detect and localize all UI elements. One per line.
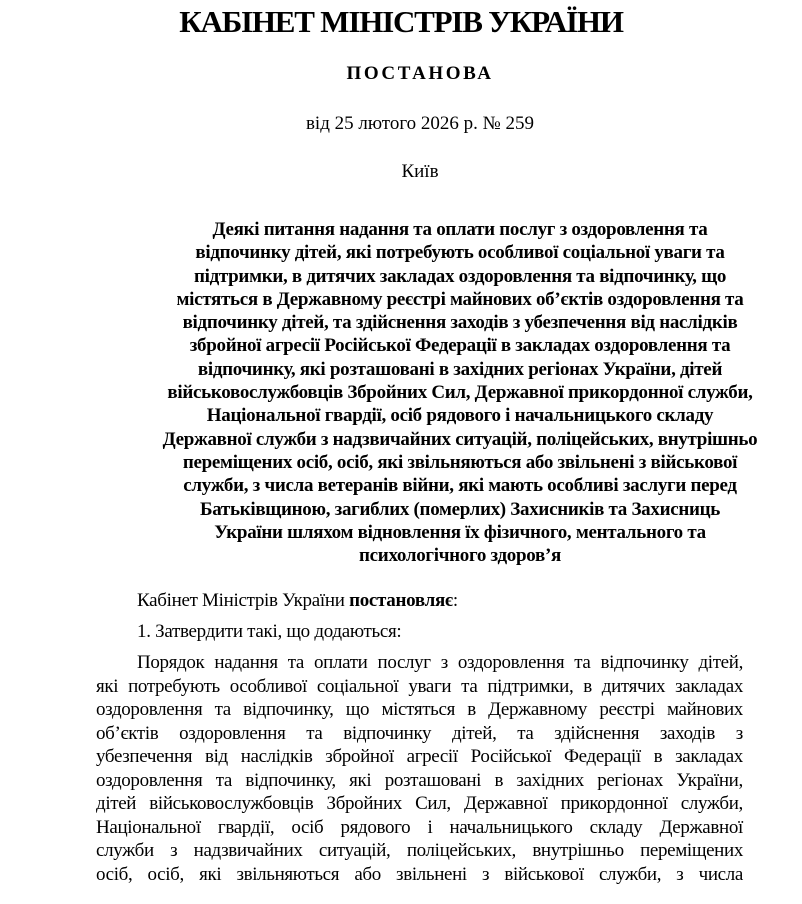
- body-line-words: [96, 839, 743, 863]
- body-line: [96, 722, 743, 746]
- heading-line: переміщених осіб, осіб, які звільняються або звільнені з військової: [182, 451, 738, 473]
- word: які: [349, 769, 372, 791]
- word: служби,: [598, 863, 662, 885]
- word: оздоровлення: [96, 769, 203, 791]
- document-type: ПОСТАНОВА: [346, 63, 494, 84]
- word: оплати: [314, 652, 368, 673]
- body-line: [96, 792, 743, 816]
- heading-line: підтримки, в дитячих закладах оздоровлення та відпочинку, що: [193, 265, 727, 287]
- heading-line: Національної гвардії, осіб рядового і начальницького складу: [206, 405, 714, 427]
- word: реєстрі: [599, 699, 655, 720]
- word: в: [467, 699, 476, 720]
- word: та: [574, 652, 591, 673]
- word: прикордонної: [560, 793, 668, 814]
- word: Сил,: [415, 793, 451, 814]
- body-line: [96, 745, 743, 769]
- word: містяться: [381, 699, 455, 720]
- heading-line: служби, з числа ветеранів війни, які мають особливі заслуги перед: [183, 475, 737, 497]
- word: дітей,: [698, 652, 743, 673]
- word: служби,: [680, 793, 743, 814]
- word: Національної: [96, 816, 201, 838]
- heading-line: психологічного здоров’я: [359, 545, 561, 567]
- heading-line: військовослужбовців Збройних Сил, Державної прикордонної служби,: [167, 382, 753, 404]
- word: і: [427, 816, 433, 838]
- word: закладах: [675, 675, 743, 697]
- word: переміщених: [640, 840, 743, 861]
- body-line-words: [96, 698, 743, 722]
- intro-verb: постановляє: [349, 590, 453, 611]
- word: від: [205, 746, 228, 767]
- word: та: [517, 722, 534, 744]
- word: внутрішньо: [532, 840, 624, 861]
- word: служби: [96, 840, 154, 861]
- word: з: [676, 863, 684, 885]
- body-line: [96, 863, 743, 887]
- organization-title: КАБІНЕТ МІНІСТРІВ УКРАЇНИ: [179, 4, 623, 39]
- word: та: [306, 722, 323, 744]
- word: оздоровлення: [457, 652, 565, 673]
- document-heading: [80, 218, 802, 567]
- word: майнових: [666, 699, 743, 720]
- body-line: [96, 675, 743, 699]
- body-line-words: [137, 651, 743, 675]
- heading-line: збройної агресії Російської Федерації в закладах оздоровлення та: [189, 335, 731, 357]
- body-paragraph: [96, 651, 743, 886]
- word: підтримки,: [487, 675, 574, 697]
- word: з: [170, 840, 178, 861]
- word: осіб,: [147, 863, 184, 885]
- word: відпочинку: [343, 722, 432, 744]
- body-line-words: [96, 769, 743, 793]
- word: та: [461, 675, 478, 697]
- word: розташовані: [384, 769, 482, 791]
- word: закладах: [675, 746, 743, 767]
- word: осіб,: [96, 863, 133, 885]
- word: Державному: [488, 699, 588, 720]
- word: в: [653, 746, 663, 767]
- body-line: [96, 698, 743, 722]
- word: в: [494, 769, 504, 791]
- word: відпочинку,: [243, 699, 334, 720]
- word: соціальної: [316, 675, 399, 697]
- word: об’єктів: [96, 722, 159, 744]
- word: військової: [504, 863, 584, 885]
- heading-line: відпочинку дітей, які потребують особливої соціальної уваги та: [195, 242, 725, 264]
- word: або: [354, 863, 381, 885]
- word: гвардії,: [217, 816, 275, 838]
- word: оздоровлення: [96, 699, 203, 720]
- word: з: [482, 863, 490, 885]
- word: та: [287, 652, 305, 673]
- word: дитячих: [601, 675, 666, 697]
- word: збройної: [325, 746, 394, 767]
- word: надання: [214, 652, 278, 673]
- word: послуг: [377, 652, 431, 673]
- word: та: [215, 769, 232, 791]
- word: наслідків: [240, 746, 313, 767]
- body-line-words: [96, 816, 743, 840]
- word: Порядок: [137, 652, 205, 673]
- word: осіб: [291, 816, 324, 838]
- heading-line: відпочинку, які розташовані в західних регіонах України, дітей: [197, 358, 723, 380]
- item-1-paragraph: 1. Затвердити такі, що додаються:: [137, 621, 402, 642]
- intro-suffix: :: [452, 590, 458, 611]
- word: Федерації: [564, 746, 641, 767]
- word: числа: [698, 863, 743, 885]
- document-city: Київ: [401, 161, 439, 182]
- word: особливої: [229, 675, 307, 697]
- heading-line: відпочинку дітей, та здійснення заходів з убезпечення від наслідків: [182, 312, 738, 334]
- word: поліцейських,: [406, 840, 516, 861]
- document-date-number: від 25 лютого 2026 р. № 259: [305, 113, 535, 134]
- heading-line: Державної служби з надзвичайних ситуацій, поліцейських, внутрішньо: [162, 428, 758, 450]
- body-line-words: [96, 745, 743, 769]
- word: убезпечення: [96, 746, 193, 767]
- intro-paragraph: [137, 589, 458, 613]
- body-line: [96, 769, 743, 793]
- word: Державної: [659, 816, 743, 838]
- word: відпочинку: [600, 652, 689, 673]
- word: з: [440, 652, 448, 673]
- word: начальницького: [449, 816, 573, 838]
- body-line-words: [96, 675, 743, 699]
- heading-line: Деякі питання надання та оплати послуг з оздоровлення та: [212, 219, 708, 240]
- word: надзвичайних: [193, 840, 303, 861]
- word: Державної: [463, 793, 548, 814]
- word: дітей: [96, 793, 137, 814]
- word: потребують: [128, 675, 220, 697]
- word: рядового: [340, 816, 411, 838]
- word: України,: [676, 769, 743, 791]
- word: заходів: [659, 722, 716, 744]
- word: та: [214, 699, 231, 720]
- word: Збройних: [326, 793, 402, 814]
- heading-line: містяться в Державному реєстрі майнових об’єктів оздоровлення та: [176, 288, 744, 310]
- word: Російської: [470, 746, 552, 767]
- body-line: [96, 816, 743, 840]
- word: уваги: [408, 675, 452, 697]
- word: що: [345, 699, 370, 720]
- body-line-words: [96, 792, 743, 816]
- word: регіонах: [597, 769, 664, 791]
- word: дітей,: [451, 722, 497, 744]
- heading-line: Батьківщиною, загиблих (померлих) Захисників та Захисниць: [199, 498, 721, 520]
- body-line: [96, 651, 743, 675]
- word: які: [96, 675, 119, 697]
- word: оздоровлення: [179, 722, 286, 744]
- word: складу: [589, 816, 643, 838]
- word: звільнені: [396, 863, 467, 885]
- word: які: [199, 863, 222, 885]
- body-line-words: [96, 863, 743, 887]
- body-line: [96, 839, 743, 863]
- word: здійснення: [554, 722, 640, 744]
- word: в: [583, 675, 592, 697]
- body-line-words: [96, 722, 743, 746]
- word: звільняються: [236, 863, 340, 885]
- word: агресії: [406, 746, 458, 767]
- word: з: [735, 722, 743, 744]
- intro-text: Кабінет Міністрів України: [137, 590, 350, 611]
- word: військовослужбовців: [149, 793, 314, 814]
- word: західних: [516, 769, 584, 791]
- heading-line: України шляхом відновлення їх фізичного, ментального та: [214, 521, 706, 543]
- word: ситуацій,: [318, 840, 391, 861]
- word: відпочинку,: [245, 769, 336, 791]
